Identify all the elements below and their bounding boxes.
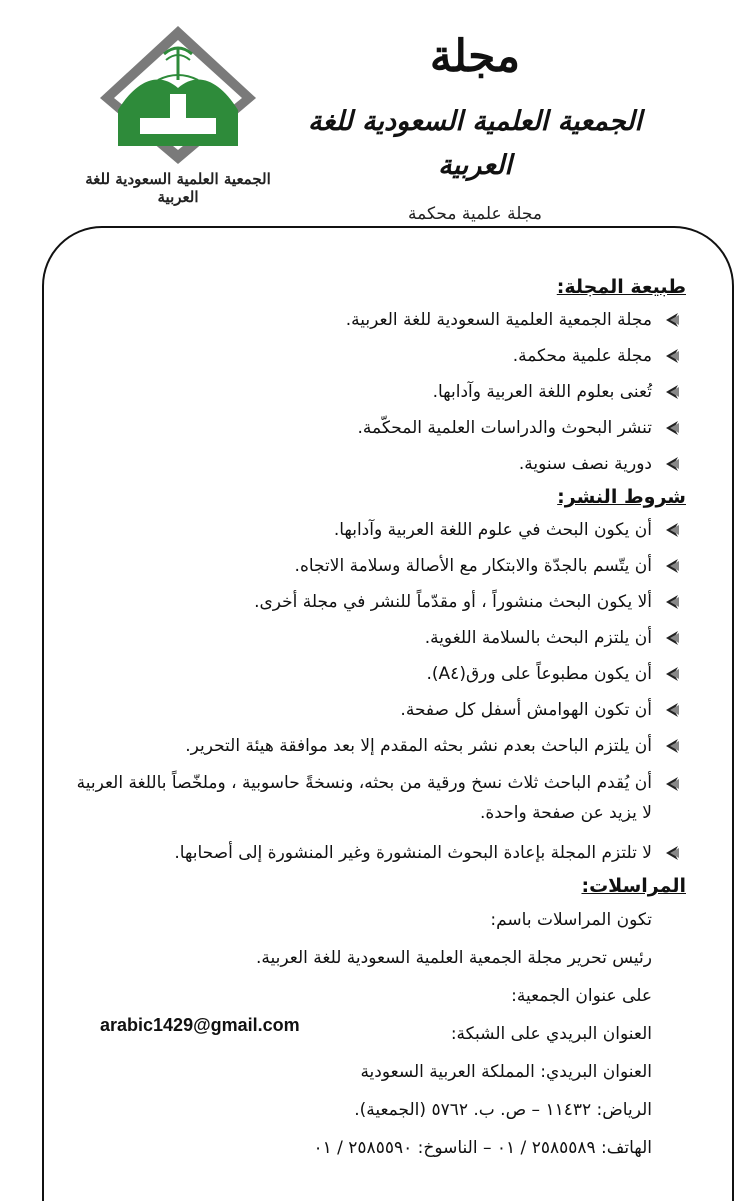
- list-item: أن يلتزم البحث بالسلامة اللغوية.: [64, 620, 686, 656]
- email-label: العنوان البريدي على الشبكة:: [450, 1024, 652, 1044]
- bullet-arrow-icon: [662, 419, 682, 437]
- list-item: أن يكون مطبوعاً على ورق(A٤).: [64, 656, 686, 692]
- bullet-arrow-icon: [662, 773, 682, 791]
- correspondence-heading: المراسلات:: [581, 875, 686, 897]
- city-address: الرياض: ١١٤٣٢ – ص. ب. ٥٧٦٢ (الجمعية).: [354, 1100, 652, 1120]
- list-item: أن يتّسم بالجدّة والابتكار مع الأصالة وسلامة الاتجاه.: [64, 548, 686, 584]
- bullet-arrow-icon: [662, 383, 682, 401]
- postal-address: العنوان البريدي: المملكة العربية السعودية: [360, 1062, 652, 1082]
- journal-title: مجلة: [429, 31, 521, 82]
- bullet-arrow-icon: [662, 521, 682, 539]
- logo-caption: الجمعية العلمية السعودية للغة العربية: [85, 170, 271, 206]
- list-item: مجلة علمية محكمة.: [64, 338, 686, 374]
- nature-section: [64, 272, 686, 482]
- nature-list: [64, 302, 686, 482]
- conditions-list: [64, 512, 686, 871]
- bullet-arrow-icon: [662, 737, 682, 755]
- bullet-arrow-icon: [662, 665, 682, 683]
- correspondence-section: [64, 871, 686, 1167]
- list-item: أن يلتزم الباحث بعدم نشر بحثه المقدم إلا بعد موافقة هيئة التحرير.: [64, 728, 686, 764]
- bullet-arrow-icon: [662, 455, 682, 473]
- email-address[interactable]: arabic1429@gmail.com: [100, 1015, 300, 1035]
- society-name: الجمعية العلمية السعودية للغة العربية: [307, 106, 642, 181]
- correspondence-address-label: على عنوان الجمعية:: [511, 986, 652, 1006]
- list-item: أن يكون البحث في علوم اللغة العربية وآدابها.: [64, 512, 686, 548]
- bullet-arrow-icon: [662, 629, 682, 647]
- list-item: تُعنى بعلوم اللغة العربية وآدابها.: [64, 374, 686, 410]
- conditions-heading: شروط النشر:: [557, 486, 686, 508]
- bullet-arrow-icon: [662, 593, 682, 611]
- society-logo: [78, 18, 278, 214]
- masthead: [0, 0, 746, 225]
- bullet-arrow-icon: [662, 844, 682, 862]
- list-item: أن تكون الهوامش أسفل كل صفحة.: [64, 692, 686, 728]
- phone-fax: الهاتف: ٢٥٨٥٥٨٩ / ٠١ – الناسوخ: ٢٥٨٥٥٩٠ / ٠١: [313, 1138, 652, 1158]
- list-item: ألا يكون البحث منشوراً ، أو مقدّماً للنشر في مجلة أخرى.: [64, 584, 686, 620]
- list-item: أن يُقدم الباحث ثلاث نسخ ورقية من بحثه، ونسخةً حاسوبية ، وملخّصاً باللغة العربية لا يزيد عن صفحة واحدة.: [64, 764, 686, 835]
- list-item: دورية نصف سنوية.: [64, 446, 686, 482]
- bullet-arrow-icon: [662, 557, 682, 575]
- bullet-arrow-icon: [662, 701, 682, 719]
- conditions-section: [64, 482, 686, 871]
- list-item: لا تلتزم المجلة بإعادة البحوث المنشورة وغير المنشورة إلى أصحابها.: [64, 835, 686, 871]
- correspondence-intro: تكون المراسلات باسم:: [490, 910, 652, 930]
- bullet-arrow-icon: [662, 347, 682, 365]
- correspondence-recipient: رئيس تحرير مجلة الجمعية العلمية السعودية للغة العربية.: [256, 948, 652, 968]
- email-row: [64, 1015, 686, 1053]
- logo-emblem-icon: [78, 18, 278, 168]
- nature-heading: طبيعة المجلة:: [556, 276, 686, 298]
- list-item: مجلة الجمعية العلمية السعودية للغة العربية.: [64, 302, 686, 338]
- list-item: تنشر البحوث والدراسات العلمية المحكّمة.: [64, 410, 686, 446]
- journal-subtitle: مجلة علمية محكمة: [408, 204, 542, 224]
- bullet-arrow-icon: [662, 311, 682, 329]
- page-content: [64, 272, 686, 1167]
- journal-masthead: [300, 20, 650, 224]
